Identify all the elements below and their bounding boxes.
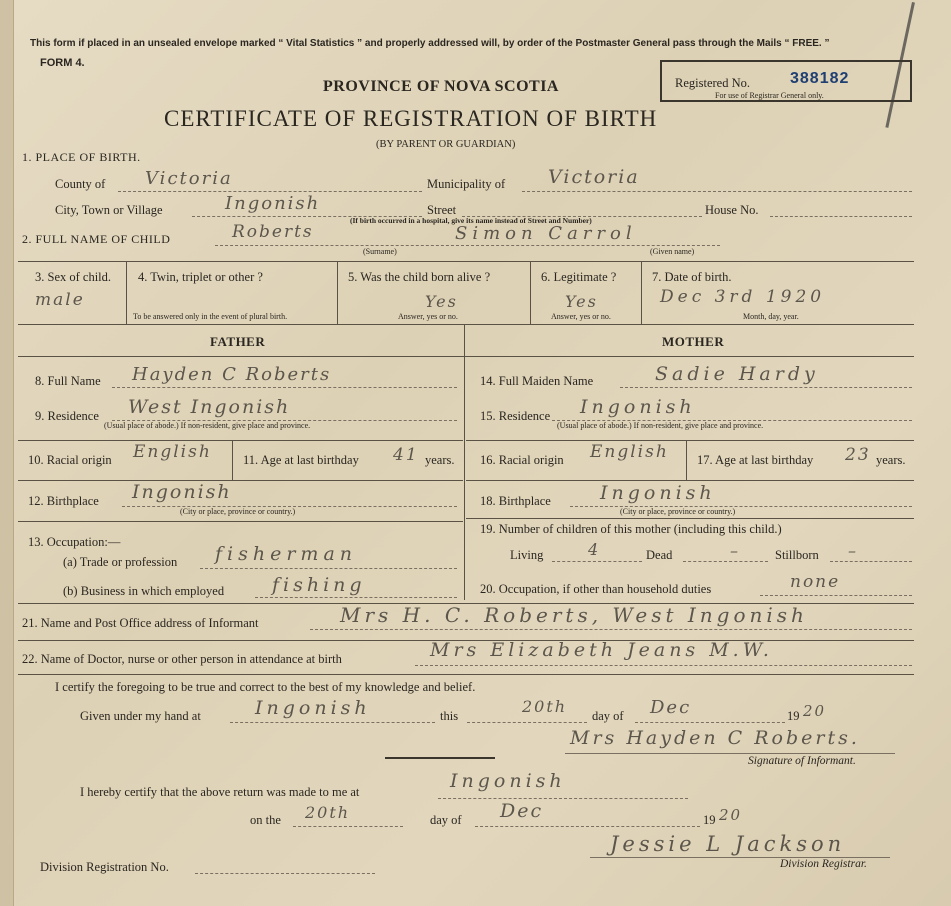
registrar-day-value: 20th	[305, 803, 351, 822]
mailing-notice: This form if placed in an unsealed envelope marked “ Vital Statistics ” and properly addressed will, by order of the Postmaster General pass through the Mails “ FREE. ”	[30, 38, 830, 49]
father-residence-note: (Usual place of abode.) If non-resident, give place and province.	[104, 421, 311, 430]
form-number: FORM 4.	[40, 57, 85, 69]
city-label: City, Town or Village	[55, 203, 163, 217]
given-year-prefix: 19	[787, 709, 800, 723]
stillborn-value: –	[848, 541, 858, 560]
mother-residence-label: 15. Residence	[480, 409, 551, 423]
father-business-value: fishing	[272, 574, 366, 596]
house-number-label: House No.	[705, 203, 759, 217]
dob-note: Month, day, year.	[743, 312, 799, 321]
father-heading: FATHER	[210, 334, 266, 349]
father-name-value: Hayden C Roberts	[132, 364, 332, 385]
born-alive-note: Answer, yes or no.	[398, 312, 458, 321]
this-label: this	[440, 709, 459, 723]
sex-value: male	[35, 290, 85, 310]
mother-residence-value: Ingonish	[580, 396, 696, 418]
father-age-label: 11. Age at last birthday	[243, 453, 359, 467]
born-alive-value: Yes	[425, 292, 458, 311]
twin-note: To be answered only in the event of plural birth.	[133, 312, 288, 321]
registrar-use-note: For use of Registrar General only.	[715, 91, 824, 100]
registrar-statement: I hereby certify that the above return was made to me at	[80, 785, 360, 799]
doctor-label: 22. Name of Doctor, nurse or other person in attendance at birth	[22, 652, 342, 666]
given-place-value: Ingonish	[255, 697, 371, 719]
province-heading: PROVINCE OF NOVA SCOTIA	[323, 78, 559, 95]
father-birthplace-label: 12. Birthplace	[28, 494, 99, 508]
father-years-label: years.	[425, 453, 455, 467]
father-trade-label: (a) Trade or profession	[63, 555, 178, 569]
given-under-label: Given under my hand at	[80, 709, 201, 723]
registered-label: Registered No.	[675, 76, 750, 90]
given-month-value: Dec	[650, 697, 692, 718]
mother-heading: MOTHER	[662, 334, 725, 349]
registrar-year-suffix: 20	[719, 806, 743, 824]
mother-children-label: 19. Number of children of this mother (including this child.)	[480, 522, 782, 536]
dob-value: Dec 3rd 1920	[660, 287, 826, 307]
father-residence-value: West Ingonish	[128, 396, 291, 418]
mother-name-label: 14. Full Maiden Name	[480, 374, 594, 388]
dead-label: Dead	[646, 548, 673, 562]
mother-birthplace-label: 18. Birthplace	[480, 494, 551, 508]
mother-racial-label: 16. Racial origin	[480, 453, 564, 467]
informant-label: 21. Name and Post Office address of Informant	[22, 616, 259, 630]
registrar-signature-label: Division Registrar.	[780, 858, 867, 870]
city-value: Ingonish	[225, 193, 321, 214]
registrar-day-of-label: day of	[430, 813, 462, 827]
twin-label: 4. Twin, triplet or other ?	[138, 270, 263, 284]
page-subtitle: (BY PARENT OR GUARDIAN)	[376, 139, 516, 150]
mother-occupation-value: none	[790, 572, 841, 592]
municipality-label: Municipality of	[427, 177, 506, 191]
mother-name-value: Sadie Hardy	[655, 363, 819, 385]
doctor-value: Mrs Elizabeth Jeans M.W.	[430, 639, 773, 661]
mother-racial-value: English	[590, 442, 669, 462]
father-birthplace-note: (City or place, province or country.)	[180, 507, 296, 516]
street-label: Street	[427, 203, 457, 217]
father-age-value: 41	[393, 445, 419, 465]
mother-years-label: years.	[876, 453, 906, 467]
father-racial-value: English	[133, 442, 212, 462]
registrar-signature: Jessie L Jackson	[610, 832, 846, 856]
county-value: Victoria	[145, 168, 233, 189]
division-registration-label: Division Registration No.	[40, 860, 169, 874]
given-day-value: 20th	[522, 697, 568, 716]
father-trade-value: fisherman	[215, 543, 358, 565]
county-label: County of	[55, 177, 106, 191]
place-of-birth-heading: 1. PLACE OF BIRTH.	[22, 150, 141, 164]
legitimate-note: Answer, yes or no.	[551, 312, 611, 321]
legitimate-label: 6. Legitimate ?	[541, 270, 617, 284]
on-the-label: on the	[250, 813, 281, 827]
dob-label: 7. Date of birth.	[652, 270, 732, 284]
father-racial-label: 10. Racial origin	[28, 453, 112, 467]
mother-occupation-label: 20. Occupation, if other than household duties	[480, 582, 712, 596]
registrar-year-prefix: 19	[703, 813, 716, 827]
given-year-suffix: 20	[803, 702, 827, 720]
child-name-heading: 2. FULL NAME OF CHILD	[22, 232, 171, 246]
child-surname: Roberts	[232, 222, 314, 242]
mother-age-value: 23	[845, 445, 871, 465]
mother-residence-note: (Usual place of abode.) If non-resident, give place and province.	[557, 421, 764, 430]
page-title: CERTIFICATE OF REGISTRATION OF BIRTH	[164, 106, 658, 131]
informant-value: Mrs H. C. Roberts, West Ingonish	[340, 603, 808, 627]
surname-caption: (Surname)	[363, 247, 397, 256]
binding-edge	[0, 0, 14, 906]
given-name-caption: (Given name)	[650, 247, 695, 256]
sex-label: 3. Sex of child.	[35, 270, 112, 284]
born-alive-label: 5. Was the child born alive ?	[348, 270, 491, 284]
child-given-name: Simon Carrol	[455, 223, 637, 244]
mother-age-label: 17. Age at last birthday	[697, 453, 814, 467]
father-residence-label: 9. Residence	[35, 409, 99, 423]
certify-statement: I certify the foregoing to be true and correct to the best of my knowledge and belief.	[55, 680, 476, 694]
legitimate-value: Yes	[565, 292, 598, 311]
informant-signature-label: Signature of Informant.	[748, 755, 856, 767]
dead-value: –	[730, 541, 740, 560]
mother-birthplace-note: (City or place, province or country.)	[620, 507, 736, 516]
mother-birthplace-value: Ingonish	[600, 482, 716, 504]
given-day-of-label: day of	[592, 709, 624, 723]
living-value: 4	[588, 540, 601, 559]
informant-signature: Mrs Hayden C Roberts.	[570, 727, 860, 749]
father-birthplace-value: Ingonish	[132, 481, 232, 503]
stillborn-label: Stillborn	[775, 548, 819, 562]
father-occupation-label: 13. Occupation:—	[28, 535, 121, 549]
registered-number: 388182	[790, 70, 850, 87]
registrar-month-value: Dec	[500, 800, 544, 822]
registrar-place-value: Ingonish	[450, 770, 566, 792]
father-business-label: (b) Business in which employed	[63, 584, 225, 598]
father-name-label: 8. Full Name	[35, 374, 101, 388]
living-label: Living	[510, 548, 544, 562]
municipality-value: Victoria	[548, 166, 640, 188]
hospital-note: (If birth occurred in a hospital, give its name instead of Street and Number)	[350, 216, 592, 225]
